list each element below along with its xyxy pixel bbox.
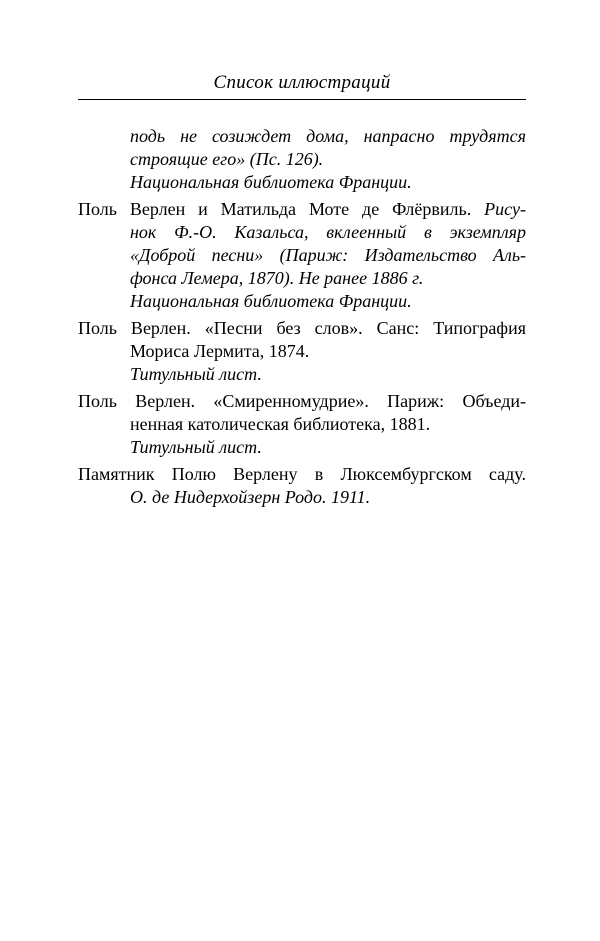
- list-item: [78, 125, 526, 194]
- entry-line: Титульный лист.: [130, 437, 262, 457]
- entry-line: Титульный лист.: [130, 364, 262, 384]
- entry-title: Поль Верлен и Матильда Моте де Флёрвиль.: [78, 199, 485, 219]
- entry-line: ненная католическая библиотека, 1881.: [130, 414, 431, 434]
- list-item: [78, 390, 526, 459]
- list-item: [78, 463, 526, 509]
- entry-line: Национальная библиотека Франции.: [130, 172, 412, 192]
- illustrations-list: [78, 125, 526, 513]
- header-rule: [78, 99, 526, 100]
- entry-line: нок Ф.-О. Казальса, вклеенный в экземпляр: [130, 222, 526, 242]
- entry-title: Поль Верлен. «Смиренномудрие». Париж: Объеди-: [78, 391, 526, 411]
- running-head: Список иллюстраций: [213, 72, 391, 93]
- entry-line: строящие его» (Пс. 126).: [130, 149, 324, 169]
- list-item: [78, 317, 526, 386]
- entry-title: Поль Верлен. «Песни без слов». Санс: Типография: [78, 318, 526, 338]
- entry-line: фонса Лемера, 1870). Не ранее 1886 г.: [130, 268, 424, 288]
- entry-first-line: [78, 198, 526, 221]
- entry-line: Национальная библиотека Франции.: [130, 291, 412, 311]
- entry-caption: Рису-: [484, 199, 526, 219]
- entry-line: Мориса Лермита, 1874.: [130, 341, 310, 361]
- entry-line: О. де Нидерхойзерн Родо. 1911.: [130, 487, 371, 507]
- entry-title: Памятник Полю Верлену в Люксембургском саду.: [78, 464, 526, 484]
- entry-line: подь не созиждет дома, напрасно трудятся: [130, 126, 526, 146]
- entry-line: «Доброй песни» (Париж: Издательство Аль-: [130, 245, 526, 265]
- list-item: [78, 198, 526, 313]
